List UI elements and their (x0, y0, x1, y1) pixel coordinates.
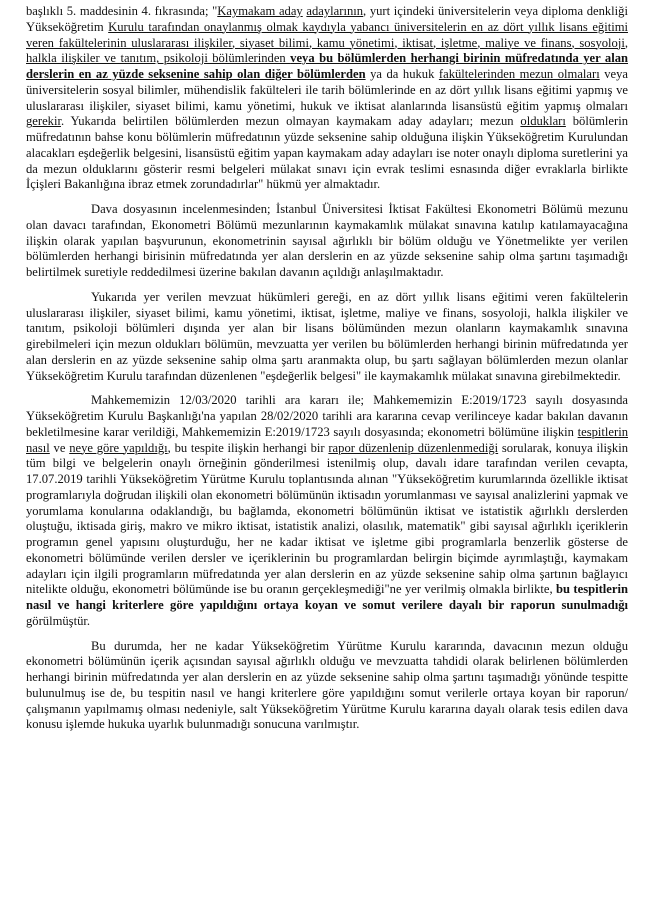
underlined-text: Kaymakam aday (217, 4, 303, 18)
text-segment: , bu tespite ilişkin herhangi bir (167, 440, 329, 455)
underlined-text: fakültelerinden mezun olmaları (438, 67, 600, 81)
paragraph-2 (26, 202, 628, 281)
text-segment: görülmüştür. (26, 613, 91, 628)
text-segment: veya üniversitelerin sosyal bilimler, mühendislik fakülteleri ile tarih bölümlerinde en az dört yıllık lisans eğitimi yapmış ve uluslararası ilişkiler, siyaset bilimi, kamu yönetimi, hukuk ve iktisat alanlarında lisansüstü eğitim yapmış olmaları (26, 67, 628, 113)
underlined-text: oldukları (520, 114, 566, 129)
document-body (26, 4, 628, 733)
emphasized-text: veya bu bölümlerden herhangi birinin müfredatında yer alan derslerin en az yüzde sekseninе sahip olan diğer bölümlerden (26, 51, 629, 81)
underlined-text: rapor düzenlenip düzenlenmediği (328, 440, 499, 455)
underlined-text: adaylarının (306, 4, 364, 18)
text-segment: , yurt içindeki üniversitelerin veya diploma denkliği Yükseköğretim (26, 4, 628, 34)
text-segment: ya da hukuk (365, 67, 439, 81)
text-segment: Yukarıda yer verilen mevzuat hükümleri gereği, en az dört yıllık lisans eğitimi veren fakültelerin uluslararası ilişkiler, siyaset bilimi, kamu yönetimi, iktisat, işletme, maliye ve finans, sosyoloji, halkla ilişkiler ve tanıtım, psikoloji bölümleri dışında yer alan bir lisans bölümünden mezun olanların kaymakamlık sınavına girebilmeleri için mezun oldukları bölümün, mevzuatta yer verilen bu bölümlerden herhangi birinin müfredatında yer alan derslerin en az yüzde sekseninе sahip olma şartı aranmakta olup, bu şartı sağlayan bölümlerden mezun olanlar Yükseköğretim Kurulu tarafından düzenlenen "eşdeğerlik belgesi" ile kaymakamlık mülakat sınavına girebilmektedir. (26, 289, 628, 383)
underlined-text: gerekir (26, 114, 61, 129)
emphasized-text: bu tespitlerin nasıl ve hangi kriterlere göre yapıldığını ortaya koyan ve somut verilere dayalı bir raporun sunulmadığı (26, 582, 628, 612)
underlined-text: neye göre yapıldığı (69, 440, 168, 455)
underlined-text: nasıl (26, 440, 50, 455)
text-segment: Bu durumda, her ne kadar Yükseköğretim Yürütme Kurulu kararında, davacının mezun olduğu ekonometri bölümünün içerik açısından sayısal ağırlıklı olduğu ve mevzuatta tahdidi olarak belirlenen bölümlerden herhangi birinin müfredatında yer alan derslerin en az yüzde sekseninе sahip olma şartını taşımadığı yönünde tespitte bulunulmuş ise de, bu tespitin nasıl ve hangi kriterlere göre yapıldığını somut verilerle ortaya koyan bir raporun/çalışmanın yapılmamış olması nedeniyle, salt Yükseköğretim Yürütme Kurulu kararına dayalı olarak tesis edilen dava konusu işlemde hukuka uyarlık bulunmadığı sonucuna varılmıştır. (26, 638, 628, 732)
underlined-text: Kurulu tarafından onaylanmış olmak kaydıyla yabancı üniversitelerin en az dört yıllık lisans eğitimi veren fakültelerinin uluslararası ilişkiler, siyaset bilimi, kamu yönetimi, iktisat, işletme, maliye ve finans, sosyoloji, halkla ilişkiler ve tanıtım, psikoloji bölümlerinden (26, 19, 628, 66)
text-segment: bölümlerin müfredatının bahse konu bölümlerin müfredatının yüzde sekseninе sahip olduğuna ilişkin Yükseköğretim Kurulundan alacakları eşdeğerlik belgesini, lisansüstü eğitim yapan kaymakam aday adayları ise noter onaylı diploma suretlerini ya da mezun olduklarını gösterir resmi belgeleri mülakat sınavı için evrak teslimi esnasında diğer evraklarla birlikte İçişleri Bakanlığına ibraz etmek zorundadırlar" hükmü yer almaktadır. (26, 114, 628, 192)
text-segment: sorularak, konuya ilişkin tüm bilgi ve belgelerin onaylı örneğinin gönderilmesi istenilmiş olup, davalı idare tarafından verilen cevapta, 17.07.2019 tarihli Yükseköğretim Yürütme Kurulu toplantısında alınan "Yükseköğretim kurumlarında özellikle iktisat programlarıyla doğrudan ilişkili olan ekonometri bölümünün iktisadın yorumlanması ve sayısal analizlerini yapmak ve yorumlama konularına odaklandığı, bu bağlamda, ekonometri bölümünün iktisat ve istatistik ağırlıklı derslerden oluştuğu, iktisada giriş, makro ve mikro iktisat, istatistik analizi, olasılık, matematik" gibi sayısal ağırlıklı içeriklerin programın genel yapısını oluşturduğu, her ne kadar iktisat ve işletme gibi programlarla benzerlik gösterse de ekonometri bölümünde verilen dersler ve içeriklerinin bu programlardan belirgin biçimde ayrımlaştığı, kaymakam adayları için ilgili programların müfredatında yer alan derslerin en az yüzde sekseninе sahip olma şartının bağlayıcı nitelikte olduğu, ekonometri bölümünde ise bu oranın gerçekleşmediği"ne yer verilmiş olmakla birlikte, (26, 440, 628, 597)
text-segment: Dava dosyasının incelenmesinden; İstanbul Üniversitesi İktisat Fakültesi Ekonometri Bölümü mezunu olan davacı tarafından, Ekonometri Bölümü mezunlarının kaymakamlık mülakat sınavına katılıp katılamayacağına ilişkin olarak yapılan başvurunun, ekonometrinin sayısal ağırlıklı bir bölüm olduğu ve Yönetmelikte yer verilen bölümlerden herhangi birisinin müfredatında yer alan derslerin en az yüzde sekseninе sahip olma şartını taşımadığı belirtilmek suretiyle reddedilmesi üzerine bakılan davanın açıldığı anlaşılmaktadır. (26, 202, 628, 279)
text-segment: ve (49, 440, 70, 455)
paragraph-3 (26, 290, 628, 385)
underlined-text: tespitlerin (577, 424, 628, 439)
text-segment: başlıklı 5. maddesinin 4. fıkrasında; " (26, 4, 218, 18)
text-segment: . Yukarıda belirtilen bölümlerden mezun olmayan kaymakam aday adayları; mezun (60, 114, 521, 129)
paragraph-1 (26, 4, 628, 193)
paragraph-4 (26, 393, 628, 629)
text-segment: Mahkememizin 12/03/2020 tarihli ara kararı ile; Mahkememizin E:2019/1723 sayılı dosyasında Yükseköğretim Kurulu Başkanlığı'na yapılan 28/02/2020 tarihli ara kararına cevap verilinceye kadar bakılan davanın bekletilmesine karar verildiği, Mahkememizin E:2019/1723 sayılı dosyasında; ekonometri bölümüne ilişkin (26, 393, 628, 439)
paragraph-5 (26, 639, 628, 734)
